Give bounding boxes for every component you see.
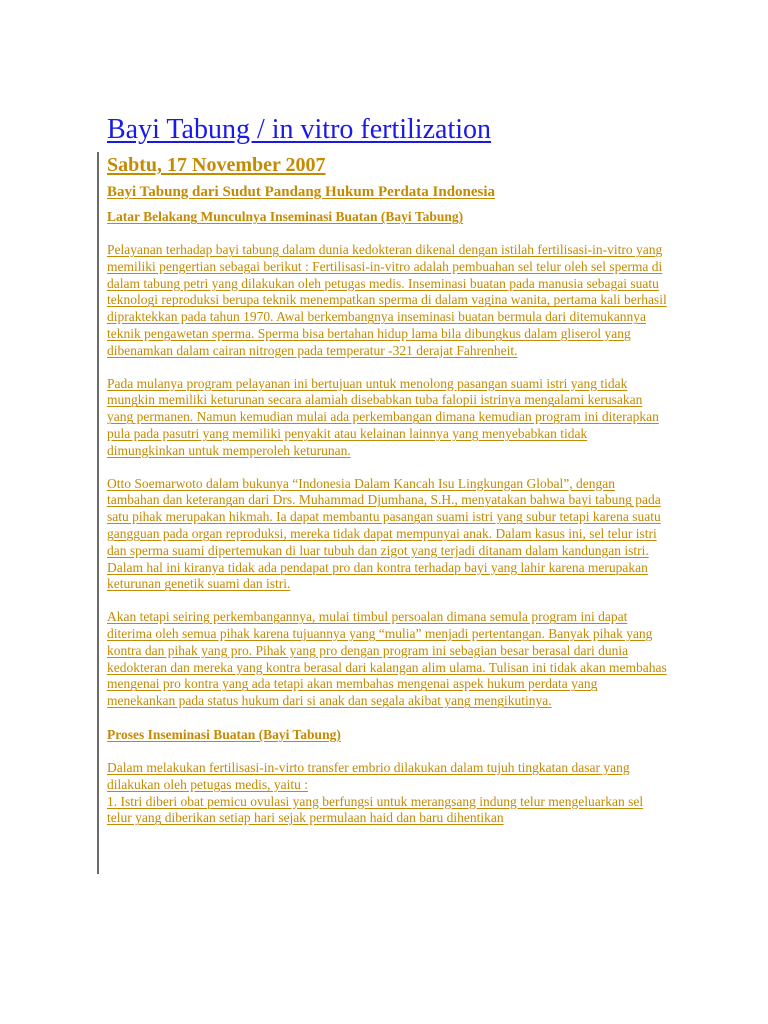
section-heading-process	[107, 726, 667, 744]
paragraph	[107, 760, 667, 827]
page-title[interactable]: Bayi Tabung / in vitro fertilization	[107, 114, 492, 145]
section-heading-background-link[interactable]: Latar Belakang Munculnya Inseminasi Buatan (Bayi Tabung)	[107, 209, 464, 224]
paragraph-link[interactable]: Otto Soemarwoto dalam bukunya “Indonesia Dalam Kancah Isu Lingkungan Global”, dengan tambahan dan keterangan dari Drs. Muhammad Djumhana, S.H., menyatakan bahwa bayi tabung pada satu pihak merupakan hikmah. Ia dapat membantu pasangan suami istri yang subur tetapi karena suatu gangguan pada organ reproduksi, mereka tidak dapat mempunyai anak. Dalam kasus ini, sel telur istri dan sperma suami dipertemukan di luar tubuh dan zigot yang terjadi ditanam dalam kandungan istri. Dalam hal ini kiranya tidak ada pendapat pro dan kontra terhadap bayi yang lahir karena merupakan keturunan genetik suami dan istri.	[107, 475, 661, 592]
section-heading-background	[107, 208, 667, 226]
post-date-link[interactable]: Sabtu, 17 November 2007	[107, 154, 326, 176]
post-title-link[interactable]: Bayi Tabung dari Sudut Pandang Hukum Perdata Indonesia	[107, 184, 496, 200]
paragraph	[107, 476, 667, 594]
paragraph-link[interactable]: Dalam melakukan fertilisasi-in-virto transfer embrio dilakukan dalam tujuh tingkatan dasar yang dilakukan oleh petugas medis, yaitu :	[107, 759, 630, 792]
post-date	[107, 152, 667, 178]
paragraph-link[interactable]: Akan tetapi seiring perkembangannya, mulai timbul persoalan dimana semula program ini dapat diterima oleh semua pihak karena tujuannya yang “mulia” menjadi pertentangan. Banyak pihak yang kontra dan pihak yang pro. Pihak yang pro dengan program ini sebagian besar berasal dari dunia kedokteran dan mereka yang kontra berasal dari kalangan alim ulama. Tulisan ini tidak akan membahas mengenai pro kontra yang ada tetapi akan membahas mengenai aspek hukum perdata yang menekankan pada status hukum dari si anak dan segala akibat yang mengikutinya.	[107, 609, 667, 709]
paragraph	[107, 376, 667, 460]
paragraph-link[interactable]: Pada mulanya program pelayanan ini bertujuan untuk menolong pasangan suami istri yang tidak mungkin memiliki keturunan secara alamiah disebabkan tuba falopii istrinya mengalami kerusakan yang permanen. Namun kemudian mulai ada perkembangan dimana kemudian program ini diterapkan pula pada pasutri yang memiliki penyakit atau kelainan lainnya yang menyebabkan tidak dimungkinkan untuk memperoleh keturunan.	[107, 375, 659, 458]
paragraph	[107, 609, 667, 710]
paragraph-link[interactable]: Pelayanan terhadap bayi tabung dalam dunia kedokteran dikenal dengan istilah fertilisasi-in-vitro yang memiliki pengertian sebagai berikut : Fertilisasi-in-vitro adalah pembuahan sel telur oleh sel sperma di dalam tabung petri yang dilakukan oleh petugas medis. Inseminasi buatan pada manusia sebagai suatu teknologi reproduksi berupa teknik menempatkan sperma di dalam vagina wanita, pertama kali berhasil dipraktekkan pada tahun 1970. Awal berkembangnya inseminasi buatan bermula dari ditemukannya teknik pengawetan sperma. Sperma bisa bertahan hidup lama bila dibungkus dalam gliserol yang dibenamkan dalam cairan nitrogen pada temperatur -321 derajat Fahrenheit.	[107, 242, 667, 358]
post-title	[107, 182, 667, 202]
blog-post	[97, 152, 667, 874]
paragraph	[107, 242, 667, 360]
list-item-link[interactable]: 1. Istri diberi obat pemicu ovulasi yang berfungsi untuk merangsang indung telur mengeluarkan sel telur yang diberikan setiap hari sejak permulaan haid dan baru dihentikan	[107, 793, 644, 826]
section-heading-process-link[interactable]: Proses Inseminasi Buatan (Bayi Tabung)	[107, 726, 341, 742]
